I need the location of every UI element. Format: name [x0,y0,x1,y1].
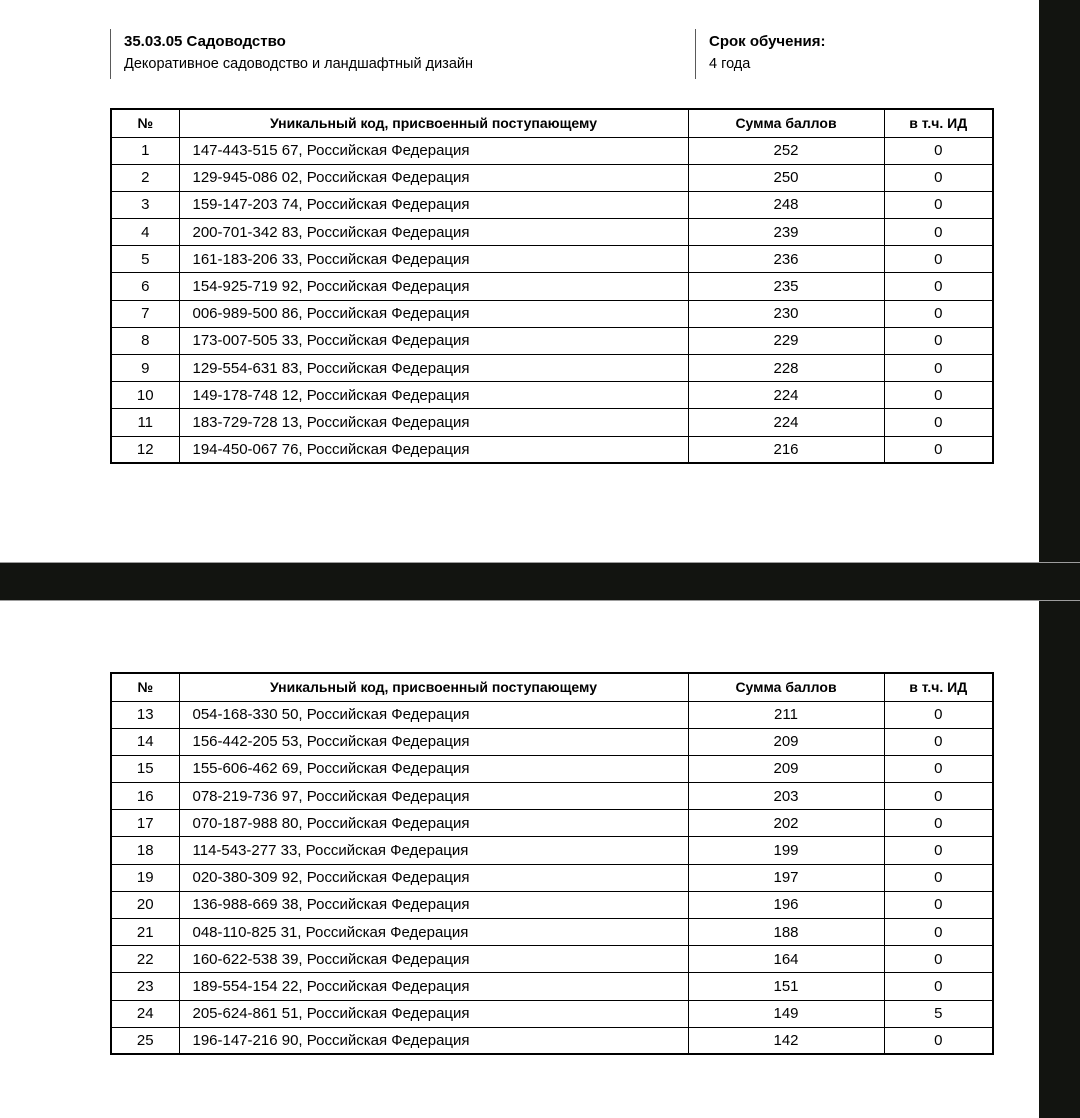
column-header: Уникальный код, присвоенный поступающему [179,673,688,701]
duration-value: 4 года [709,56,751,72]
applicant-code-cell: 114-543-277 33, Российская Федерация [179,837,688,864]
column-header: № [111,109,179,137]
row-number-cell: 18 [111,837,179,864]
applicant-code-cell: 129-945-086 02, Российская Федерация [179,164,688,191]
table-row [111,300,993,327]
applicant-code-cell: 149-178-748 12, Российская Федерация [179,382,688,409]
id-points-cell: 0 [884,701,993,728]
score-sum-cell: 248 [688,191,884,218]
id-points-cell: 0 [884,837,993,864]
table-row [111,891,993,918]
row-number-cell: 19 [111,864,179,891]
program-profile: Декоративное садоводство и ландшафтный дизайн [124,56,473,72]
column-header: Уникальный код, присвоенный поступающему [179,109,688,137]
table-row [111,1000,993,1027]
id-points-cell: 0 [884,409,993,436]
row-number-cell: 11 [111,409,179,436]
applicant-code-cell: 194-450-067 76, Российская Федерация [179,436,688,463]
table-row [111,327,993,354]
id-points-cell: 5 [884,1000,993,1027]
table-row [111,810,993,837]
applicant-code-cell: 006-989-500 86, Российская Федерация [179,300,688,327]
applicant-code-cell: 200-701-342 83, Российская Федерация [179,219,688,246]
score-sum-cell: 250 [688,164,884,191]
id-points-cell: 0 [884,755,993,782]
table-row [111,436,993,463]
table-row [111,355,993,382]
score-sum-cell: 149 [688,1000,884,1027]
score-sum-cell: 202 [688,810,884,837]
ranking-table-page1 [110,108,994,464]
applicant-code-cell: 173-007-505 33, Российская Федерация [179,327,688,354]
applicant-code-cell: 147-443-515 67, Российская Федерация [179,137,688,164]
id-points-cell: 0 [884,273,993,300]
id-points-cell: 0 [884,891,993,918]
score-sum-cell: 235 [688,273,884,300]
column-header: Сумма баллов [688,109,884,137]
table-row [111,946,993,973]
column-header: № [111,673,179,701]
viewer-background-right-bar [1039,0,1080,1118]
row-number-cell: 7 [111,300,179,327]
score-sum-cell: 199 [688,837,884,864]
row-number-cell: 25 [111,1027,179,1054]
score-sum-cell: 229 [688,327,884,354]
row-number-cell: 20 [111,891,179,918]
id-points-cell: 0 [884,219,993,246]
table-row [111,409,993,436]
score-sum-cell: 209 [688,728,884,755]
table-row [111,191,993,218]
table-row [111,164,993,191]
applicant-code-cell: 161-183-206 33, Российская Федерация [179,246,688,273]
score-sum-cell: 151 [688,973,884,1000]
column-header: в т.ч. ИД [884,673,993,701]
applicant-code-cell: 048-110-825 31, Российская Федерация [179,919,688,946]
row-number-cell: 15 [111,755,179,782]
id-points-cell: 0 [884,137,993,164]
id-points-cell: 0 [884,728,993,755]
id-points-cell: 0 [884,1027,993,1054]
table-header-row [111,109,993,137]
score-sum-cell: 239 [688,219,884,246]
applicant-code-cell: 155-606-462 69, Российская Федерация [179,755,688,782]
table-row [111,755,993,782]
duration-info-block [695,29,995,79]
id-points-cell: 0 [884,327,993,354]
applicant-code-cell: 078-219-736 97, Российская Федерация [179,783,688,810]
row-number-cell: 8 [111,327,179,354]
score-sum-cell: 224 [688,409,884,436]
score-sum-cell: 216 [688,436,884,463]
row-number-cell: 23 [111,973,179,1000]
row-number-cell: 4 [111,219,179,246]
row-number-cell: 21 [111,919,179,946]
column-header: Сумма баллов [688,673,884,701]
table-row [111,728,993,755]
applicant-code-cell: 156-442-205 53, Российская Федерация [179,728,688,755]
row-number-cell: 9 [111,355,179,382]
score-sum-cell: 236 [688,246,884,273]
row-number-cell: 24 [111,1000,179,1027]
applicant-code-cell: 189-554-154 22, Российская Федерация [179,973,688,1000]
table-row [111,137,993,164]
id-points-cell: 0 [884,810,993,837]
id-points-cell: 0 [884,300,993,327]
score-sum-cell: 230 [688,300,884,327]
row-number-cell: 16 [111,783,179,810]
score-sum-cell: 164 [688,946,884,973]
table-row [111,919,993,946]
table-row [111,783,993,810]
applicant-code-cell: 129-554-631 83, Российская Федерация [179,355,688,382]
row-number-cell: 1 [111,137,179,164]
score-sum-cell: 209 [688,755,884,782]
row-number-cell: 14 [111,728,179,755]
applicant-code-cell: 160-622-538 39, Российская Федерация [179,946,688,973]
id-points-cell: 0 [884,946,993,973]
applicant-code-cell: 136-988-669 38, Российская Федерация [179,891,688,918]
score-sum-cell: 197 [688,864,884,891]
program-info-block [110,29,695,79]
score-sum-cell: 188 [688,919,884,946]
score-sum-cell: 142 [688,1027,884,1054]
row-number-cell: 22 [111,946,179,973]
table-row [111,864,993,891]
applicant-code-cell: 020-380-309 92, Российская Федерация [179,864,688,891]
score-sum-cell: 196 [688,891,884,918]
score-sum-cell: 203 [688,783,884,810]
applicant-code-cell: 054-168-330 50, Российская Федерация [179,701,688,728]
table-row [111,246,993,273]
document-header [110,29,995,79]
score-sum-cell: 252 [688,137,884,164]
table-row [111,273,993,300]
id-points-cell: 0 [884,164,993,191]
id-points-cell: 0 [884,919,993,946]
table-row [111,837,993,864]
row-number-cell: 5 [111,246,179,273]
applicant-code-cell: 196-147-216 90, Российская Федерация [179,1027,688,1054]
table-row [111,219,993,246]
id-points-cell: 0 [884,191,993,218]
id-points-cell: 0 [884,382,993,409]
table-row [111,973,993,1000]
table-row [111,701,993,728]
score-sum-cell: 224 [688,382,884,409]
duration-label: Срок обучения: [709,33,826,50]
applicant-code-cell: 159-147-203 74, Российская Федерация [179,191,688,218]
id-points-cell: 0 [884,783,993,810]
table-row [111,1027,993,1054]
column-header: в т.ч. ИД [884,109,993,137]
score-sum-cell: 228 [688,355,884,382]
page-break-gap [0,562,1080,601]
applicant-code-cell: 205-624-861 51, Российская Федерация [179,1000,688,1027]
row-number-cell: 2 [111,164,179,191]
id-points-cell: 0 [884,436,993,463]
table-row [111,382,993,409]
id-points-cell: 0 [884,246,993,273]
ranking-table-page2 [110,672,994,1055]
row-number-cell: 6 [111,273,179,300]
row-number-cell: 12 [111,436,179,463]
row-number-cell: 3 [111,191,179,218]
id-points-cell: 0 [884,973,993,1000]
score-sum-cell: 211 [688,701,884,728]
row-number-cell: 10 [111,382,179,409]
row-number-cell: 17 [111,810,179,837]
applicant-code-cell: 154-925-719 92, Российская Федерация [179,273,688,300]
applicant-code-cell: 183-729-728 13, Российская Федерация [179,409,688,436]
program-code-title: 35.03.05 Садоводство [124,33,286,50]
applicant-code-cell: 070-187-988 80, Российская Федерация [179,810,688,837]
id-points-cell: 0 [884,355,993,382]
row-number-cell: 13 [111,701,179,728]
id-points-cell: 0 [884,864,993,891]
table-header-row [111,673,993,701]
